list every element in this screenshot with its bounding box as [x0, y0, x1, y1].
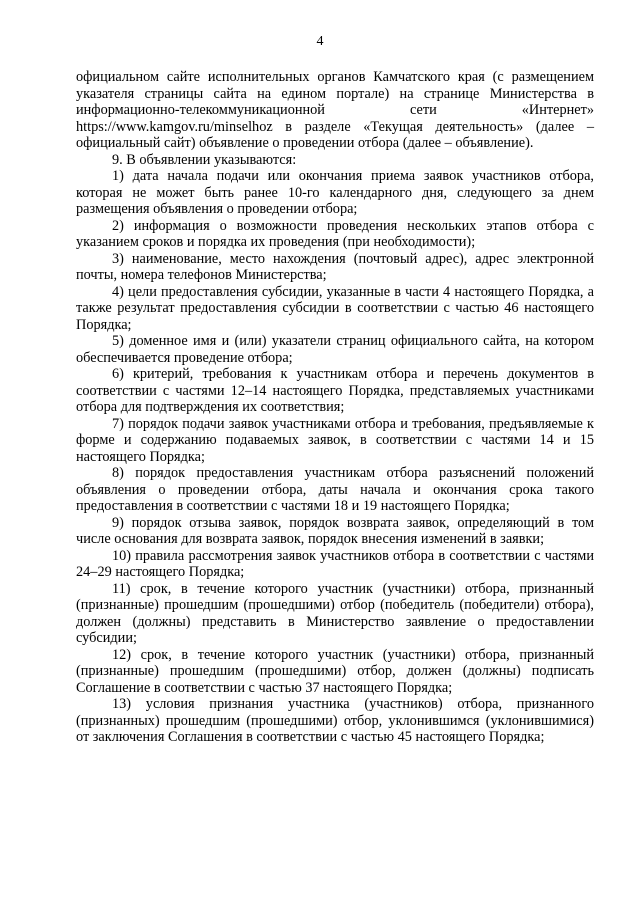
paragraph: 2) информация о возможности проведения нескольких этапов отбора с указанием сроков и порядка их проведения (при необходимости); — [76, 217, 594, 250]
document-body — [76, 69, 594, 746]
paragraph: 6) критерий, требования к участникам отбора и перечень документов в соответствии с частями 12–14 настоящего Порядка, представляемых участниками отбора для подтверждения их соответствия; — [76, 366, 594, 415]
paragraph: 10) правила рассмотрения заявок участников отбора в соответствии с частями 24–29 настоящего Порядка; — [76, 547, 594, 580]
paragraph: 4) цели предоставления субсидии, указанные в части 4 настоящего Порядка, а также результат предоставления субсидии в соответствии с частью 46 настоящего Порядка; — [76, 283, 594, 333]
paragraph: 9. В объявлении указываются: — [112, 151, 297, 168]
paragraph: 8) порядок предоставления участникам отбора разъяснений положений объявления о проведении отбора, даты начала и окончания срока такого предоставления в соответствии с частями 18 и 19 настоящего Порядка; — [76, 465, 594, 514]
paragraph: 5) доменное имя и (или) указатели страниц официального сайта, на котором обеспечивается проведение отбора; — [76, 333, 594, 366]
paragraph: 7) порядок подачи заявок участниками отбора и требования, предъявляемые к форме и содержанию подаваемых заявок, в соответствии с частями 14 и 15 настоящего Порядка; — [76, 415, 594, 465]
paragraph: 12) срок, в течение которого участник (участники) отбора, признанный (признанные) прошедшим (прошедшими) отбор, должен (должны) подписать Соглашение в соответствии с частью 37 настоящего Порядка; — [76, 646, 594, 696]
paragraph: 3) наименование, место нахождения (почтовый адрес), адрес электронной почты, номера телефонов Министерства; — [76, 250, 594, 283]
paragraph-continuation: официальном сайте исполнительных органов Камчатского края (с размещением указателя страницы сайта на едином портале) на странице Министерства в информационно-телекоммуникационной сети «Интернет» https://www.kamgov.ru/minselhoz в разделе «Текущая деятельность» (далее – официальный сайт) объявление о проведении отбора (далее – объявление). — [76, 69, 594, 151]
paragraph: 13) условия признания участника (участников) отбора, признанного (признанных) прошедшим (прошедшими) отбор, уклонившимся (уклонившимися) от заключения Соглашения в соответствии с частью 45 настоящего Порядка; — [76, 696, 594, 745]
paragraph: 1) дата начала подачи или окончания приема заявок участников отбора, которая не может быть ранее 10-го календарного дня, следующего за днем размещения объявления о проведении отбора; — [76, 168, 594, 217]
page-number: 4 — [316, 34, 324, 49]
paragraph: 9) порядок отзыва заявок, порядок возврата заявок, определяющий в том числе основания для возврата заявок, порядок внесения изменений в заявки; — [76, 514, 594, 547]
paragraph: 11) срок, в течение которого участник (участники) отбора, признанный (признанные) прошедшим (прошедшими) отбор (победитель (победители) отбора), должен (должны) представить в Министерство заявление о предоставлении субсидии; — [76, 580, 594, 646]
